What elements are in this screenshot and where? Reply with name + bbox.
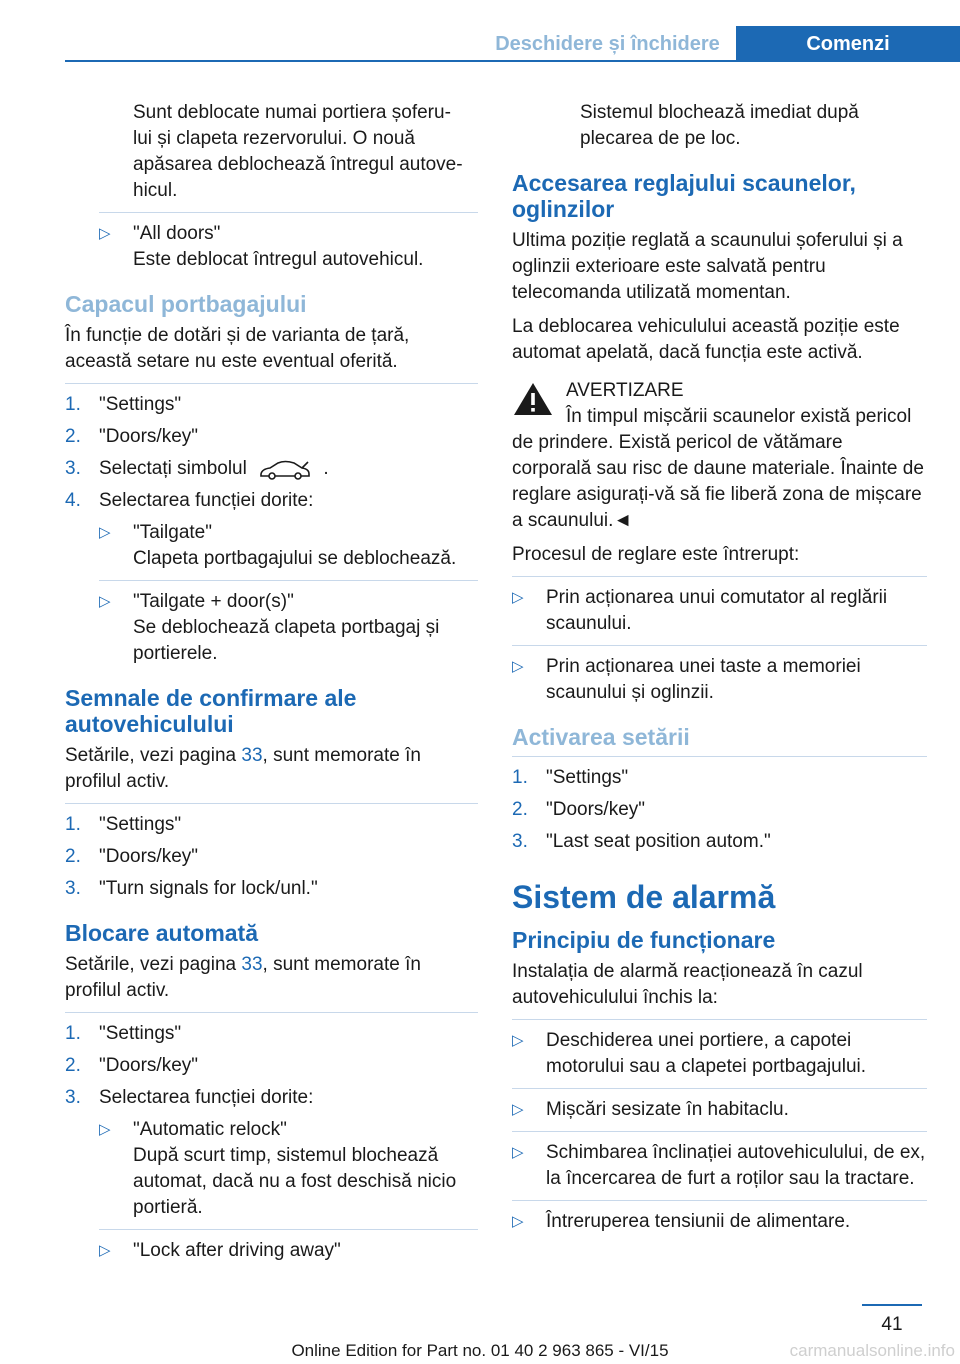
step-text: "Settings"	[99, 814, 182, 835]
list-item	[99, 1117, 478, 1221]
option-title: "All doors"	[133, 223, 221, 244]
step-item	[512, 797, 927, 823]
step-item	[65, 844, 478, 870]
section-heading-trunk: Capacul portbagajului	[65, 291, 307, 317]
step-number: 3.	[65, 458, 81, 479]
bullet-icon: ▷	[512, 589, 524, 606]
option-desc: Se deblochează clapeta portbagaj și portierele.	[133, 617, 440, 664]
watermark: carmanualsonline.info	[789, 1341, 955, 1360]
lead-text: Setările, vezi pagina	[65, 954, 242, 975]
intro-line: apăsarea deblochează întregul autove-	[133, 154, 463, 175]
section-tab: Deschidere și închidere	[495, 33, 720, 55]
option-title: "Lock after driving away"	[133, 1240, 341, 1261]
autolock-lead	[65, 952, 478, 1004]
step-text: "Doors/key"	[99, 846, 199, 867]
intro-line: lui și clapeta rezervorului. O nouă	[133, 128, 415, 149]
page-link[interactable]: 33	[241, 745, 263, 766]
step-item	[65, 488, 478, 514]
divider	[512, 645, 927, 646]
step-item	[65, 424, 478, 450]
autolock-options	[99, 1117, 478, 1264]
step-number: 3.	[65, 878, 81, 899]
step-item	[65, 876, 478, 902]
step-number: 1.	[65, 814, 81, 835]
step-text: Selectarea funcției dorite:	[99, 490, 314, 511]
divider	[99, 212, 478, 213]
step-number: 2.	[65, 1055, 81, 1076]
divider	[99, 1229, 478, 1230]
step-item	[65, 1021, 478, 1047]
list-item	[512, 1140, 927, 1192]
lead-text: , sunt memorate în profilul activ.	[65, 745, 421, 792]
step-number: 1.	[65, 394, 81, 415]
list-item-text: Deschiderea unei portiere, a capotei motorului sau a clapetei portbagajului.	[546, 1030, 867, 1077]
step-item	[65, 812, 478, 838]
divider	[512, 1131, 927, 1132]
step-item	[65, 1085, 478, 1111]
step-text: "Settings"	[99, 1023, 182, 1044]
list-item	[99, 221, 478, 273]
interrupt-lead: Procesul de reglare este întrerupt:	[512, 544, 800, 565]
list-item-text: Întreruperea tensiunii de alimentare.	[546, 1211, 851, 1232]
option-desc: După scurt timp, sistemul blochează automat, dacă nu a fost deschisă nicio portieră.	[133, 1145, 457, 1218]
list-item-text: Prin acționarea unei taste a memoriei scaunului și oglinzii.	[546, 656, 861, 703]
step-number: 1.	[65, 1023, 81, 1044]
list-item	[512, 654, 927, 706]
divider	[512, 576, 927, 577]
bullet-icon: ▷	[512, 1213, 524, 1230]
bullet-icon: ▷	[99, 524, 111, 541]
step-number: 2.	[65, 846, 81, 867]
all-doors-option	[99, 212, 478, 273]
seats-paragraph: La deblocarea vehiculului această poziție este automat apelată, dacă funcția este activă.	[512, 316, 900, 363]
bullet-icon: ▷	[99, 225, 111, 242]
page-header	[0, 0, 960, 62]
step-item	[65, 1053, 478, 1079]
list-item	[512, 585, 927, 637]
chapter-heading-alarm: Sistem de alarmă	[512, 879, 776, 915]
step-item	[512, 765, 927, 791]
list-item-text: Mișcări sesizate în habitaclu.	[546, 1099, 789, 1120]
list-item-text: Prin acționarea unui comutator al reglării scaunului.	[546, 587, 888, 634]
intro-line: hicul.	[133, 180, 178, 201]
footer-rule	[862, 1304, 922, 1306]
divider	[65, 1012, 478, 1013]
section-heading-signals: Semnale de confirmare ale autovehiculului	[65, 685, 357, 737]
bullet-icon: ▷	[512, 1144, 524, 1161]
step-number: 2.	[512, 799, 528, 820]
divider	[512, 1019, 927, 1020]
bullet-icon: ▷	[99, 593, 111, 610]
warning-triangle-icon	[512, 380, 554, 418]
step-number: 2.	[65, 426, 81, 447]
step-text: "Doors/key"	[99, 426, 199, 447]
carry-paragraph: Sistemul blochează imediat după plecarea de pe loc.	[580, 102, 859, 149]
step-number: 4.	[65, 490, 81, 511]
step-number: 3.	[512, 831, 528, 852]
left-column	[65, 100, 478, 1272]
option-desc: Clapeta portbagajului se deblochează.	[133, 548, 457, 569]
step-text: "Last seat position autom."	[546, 831, 771, 852]
lead-text: , sunt memorate în profilul activ.	[65, 954, 421, 1001]
section-heading-activate: Activarea setării	[512, 724, 690, 750]
intro-paragraph	[65, 100, 478, 204]
list-item	[99, 520, 478, 572]
option-desc: Este deblocat întregul autovehicul.	[133, 249, 424, 270]
divider	[512, 1088, 927, 1089]
right-column	[512, 100, 927, 1243]
divider	[512, 1200, 927, 1201]
step-text: "Settings"	[99, 394, 182, 415]
bullet-icon: ▷	[512, 1101, 524, 1118]
edition-line: Online Edition for Part no. 01 40 2 963 865 - VI/15	[291, 1341, 669, 1360]
list-item	[512, 1209, 927, 1235]
bullet-icon: ▷	[99, 1121, 111, 1138]
step-number: 3.	[65, 1087, 81, 1108]
step-item	[65, 456, 478, 482]
step-text: Selectarea funcției dorite:	[99, 1087, 314, 1108]
trunk-options	[99, 520, 478, 667]
warning-box	[512, 378, 927, 534]
list-item	[512, 1097, 927, 1123]
header-rule	[65, 60, 960, 62]
step-text: "Doors/key"	[99, 1055, 199, 1076]
option-title: "Automatic relock"	[133, 1119, 287, 1140]
option-title: "Tailgate + door(s)"	[133, 591, 294, 612]
intro-line: Sunt deblocate numai portiera șoferu-	[133, 102, 451, 123]
bullet-icon: ▷	[99, 1242, 111, 1259]
alarm-lead: Instalația de alarmă reacționează în cazul autovehiculului închis la:	[512, 961, 863, 1008]
lead-text: Setările, vezi pagina	[65, 745, 242, 766]
warning-text: În timpul mișcării scaunelor există pericol de prindere. Există pericol de vătămare corporală sau risc de daune materiale. Înainte de reglare asigurați-vă să fie liberă zona de mișcare a scaunului.◄	[512, 406, 924, 531]
step-number: 1.	[512, 767, 528, 788]
list-item	[99, 1238, 478, 1264]
signals-lead	[65, 743, 478, 795]
step-text: "Settings"	[546, 767, 629, 788]
section-heading-seats: Accesarea reglajului scaunelor, oglinzilor	[512, 170, 856, 222]
page-link[interactable]: 33	[241, 954, 263, 975]
section-heading-principle: Principiu de funcționare	[512, 927, 776, 953]
step-item	[65, 392, 478, 418]
step-item	[512, 829, 927, 855]
section-heading-autolock: Blocare automată	[65, 920, 259, 946]
page-footer	[0, 1300, 960, 1362]
list-item	[99, 589, 478, 667]
step-text: "Turn signals for lock/unl."	[99, 878, 318, 899]
seats-paragraph: Ultima poziție reglată a scaunului șoferului și a oglinzii exterioare este salvată pentru telecomanda utilizată momentan.	[512, 230, 903, 303]
list-item	[512, 1028, 927, 1080]
divider	[512, 756, 927, 757]
warning-title: AVERTIZARE	[566, 380, 684, 401]
chapter-tab: Comenzi	[736, 26, 960, 62]
bullet-icon: ▷	[512, 1032, 524, 1049]
option-title: "Tailgate"	[133, 522, 212, 543]
step-text: "Doors/key"	[546, 799, 646, 820]
divider	[99, 580, 478, 581]
divider	[65, 803, 478, 804]
list-item-text: Schimbarea înclinației autovehiculului, de ex, la încercarea de furt a roților sau la tractare.	[546, 1142, 926, 1189]
trunk-lead: În funcție de dotări și de varianta de țară, această setare nu este eventual oferită.	[65, 325, 410, 372]
step-suffix: .	[323, 458, 329, 479]
bullet-icon: ▷	[512, 658, 524, 675]
page-number: 41	[881, 1314, 903, 1335]
divider	[65, 383, 478, 384]
car-trunk-icon	[258, 457, 312, 481]
step-text: Selectați simbolul	[99, 458, 247, 479]
